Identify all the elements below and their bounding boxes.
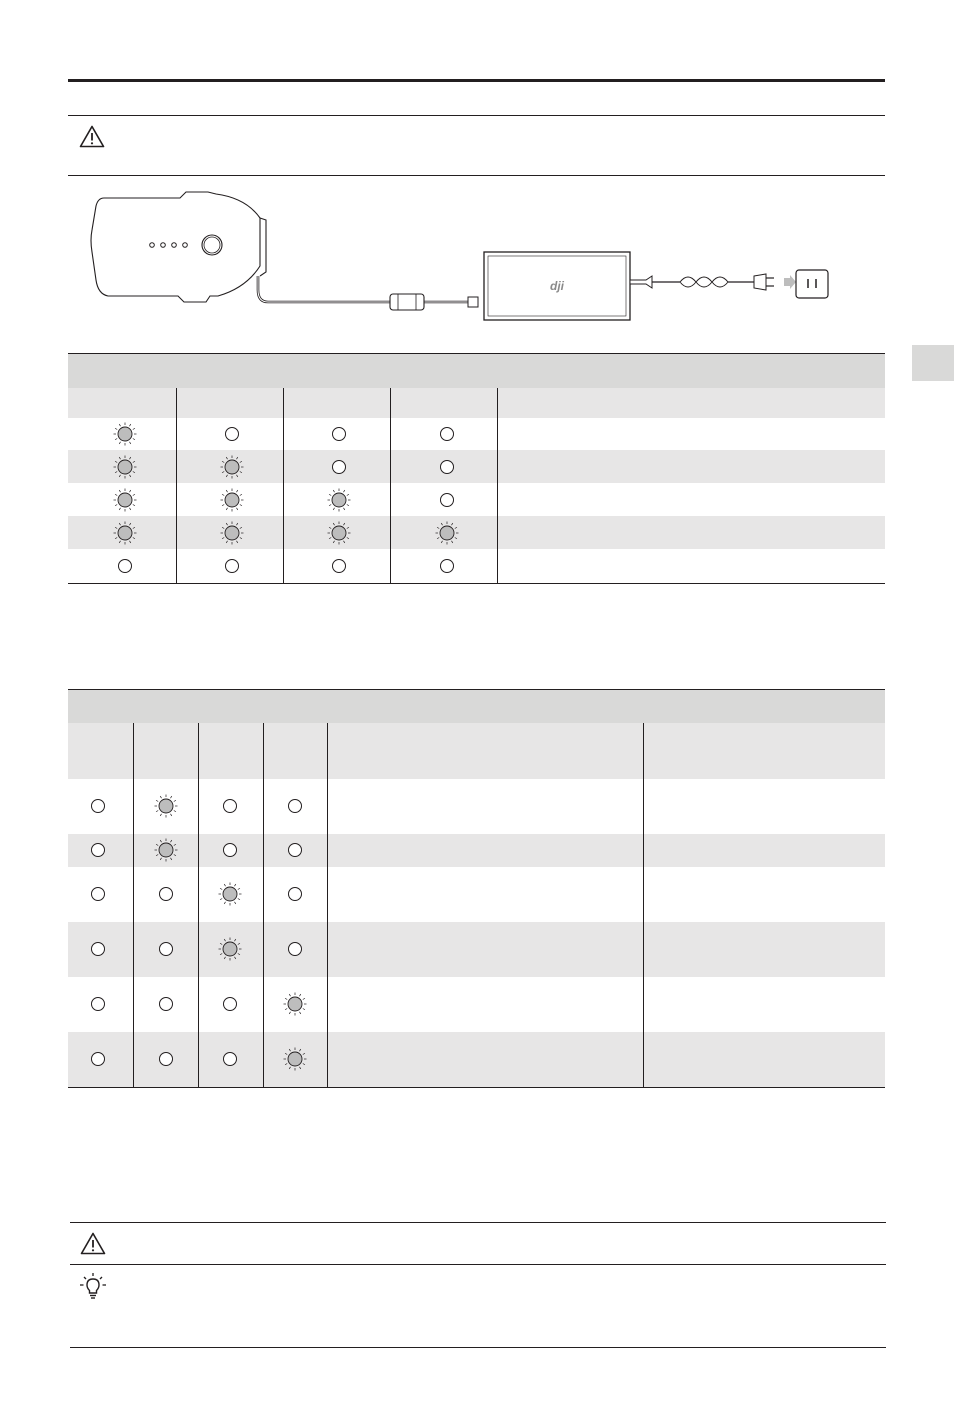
table-row [68, 516, 885, 549]
led-off-icon [91, 843, 105, 857]
led-blinking-icon [219, 454, 245, 480]
table-protection-header [68, 690, 885, 723]
led-off-icon [159, 887, 173, 901]
led-off-icon [225, 427, 239, 441]
side-section-tab [912, 345, 954, 381]
top-rule [68, 79, 885, 82]
table-row [68, 1032, 885, 1087]
charger-icon [484, 252, 630, 320]
led-off-icon [288, 843, 302, 857]
led-off-icon [440, 493, 454, 507]
led-off-icon [288, 942, 302, 956]
led-blinking-icon [219, 487, 245, 513]
led-off-icon [118, 559, 132, 573]
led-blinking-icon [282, 991, 308, 1017]
led-off-icon [332, 460, 346, 474]
table-row [68, 450, 885, 483]
led-off-icon [91, 799, 105, 813]
led-blinking-icon [326, 520, 352, 546]
column-divider [643, 723, 644, 1088]
led-blinking-icon [112, 454, 138, 480]
warning-bottom-rule [68, 175, 885, 176]
led-off-icon [159, 942, 173, 956]
warning-top-rule [68, 115, 885, 116]
led-off-icon [91, 942, 105, 956]
led-off-icon [332, 559, 346, 573]
led-blinking-icon [326, 487, 352, 513]
table-row [68, 922, 885, 977]
note-bottom-rule [70, 1347, 886, 1348]
column-divider [497, 388, 498, 583]
power-cord-icon [630, 276, 754, 288]
led-off-icon [440, 460, 454, 474]
led-off-icon [223, 1052, 237, 1066]
table-row [68, 834, 885, 867]
led-blinking-icon [112, 520, 138, 546]
note-top-rule [70, 1222, 886, 1223]
lightbulb-icon [79, 1272, 107, 1300]
warning-triangle-icon [79, 125, 105, 148]
led-blinking-icon [217, 936, 243, 962]
led-blinking-icon [112, 421, 138, 447]
column-divider [176, 388, 177, 583]
table-charging-header [68, 354, 885, 388]
led-off-icon [332, 427, 346, 441]
led-off-icon [159, 997, 173, 1011]
table-charging-columns [68, 388, 885, 418]
column-divider [390, 388, 391, 583]
led-off-icon [91, 997, 105, 1011]
battery-icon [91, 192, 266, 302]
led-blinking-icon [217, 881, 243, 907]
charging-cable-icon [258, 276, 478, 307]
column-divider [263, 723, 264, 1088]
led-off-icon [91, 1052, 105, 1066]
table-protection-bottom-rule [68, 1087, 885, 1088]
warning-triangle-icon [80, 1232, 106, 1255]
led-blinking-icon [219, 520, 245, 546]
note-middle-rule [70, 1264, 886, 1265]
led-blinking-icon [282, 1046, 308, 1072]
led-off-icon [440, 559, 454, 573]
led-blinking-icon [153, 793, 179, 819]
led-off-icon [223, 843, 237, 857]
led-off-icon [91, 887, 105, 901]
led-blinking-icon [434, 520, 460, 546]
power-outlet-icon [796, 270, 828, 298]
table-charging-bottom-rule [68, 583, 885, 584]
led-off-icon [225, 559, 239, 573]
led-off-icon [223, 997, 237, 1011]
column-divider [327, 723, 328, 1088]
led-off-icon [288, 887, 302, 901]
led-blinking-icon [112, 487, 138, 513]
led-blinking-icon [153, 837, 179, 863]
svg-text:dji: dji [550, 279, 564, 293]
column-divider [133, 723, 134, 1088]
led-off-icon [223, 799, 237, 813]
charging-illustration [68, 180, 885, 330]
column-divider [198, 723, 199, 1088]
led-off-icon [440, 427, 454, 441]
column-divider [283, 388, 284, 583]
led-off-icon [159, 1052, 173, 1066]
ferrite-core-icon [390, 294, 424, 310]
table-protection-columns [68, 723, 885, 779]
led-off-icon [288, 799, 302, 813]
ac-plug-icon [754, 274, 796, 290]
